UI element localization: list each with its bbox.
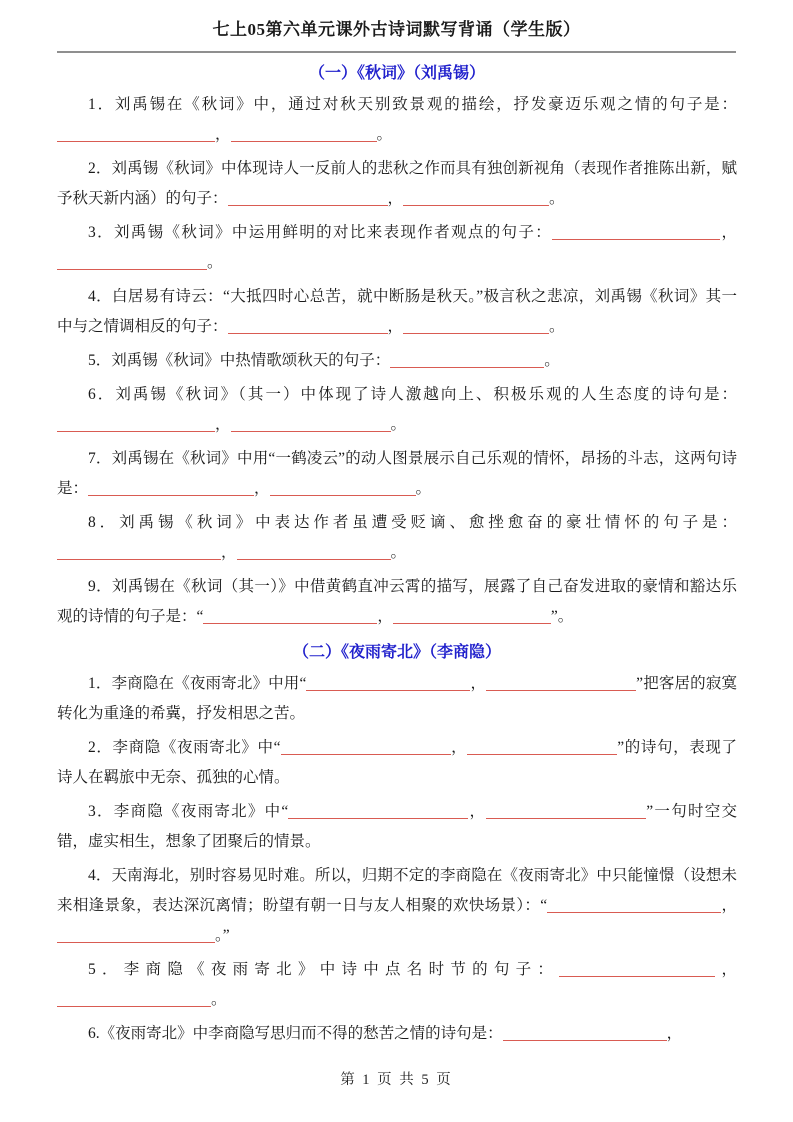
answer-blank <box>306 676 470 691</box>
question-text: 7．刘禹锡在《秋词》中用“一鹤凌云”的动人图景展示自己乐观的情怀，昂扬的斗志，这两句诗是： <box>57 450 737 497</box>
question-text: ， <box>377 608 393 625</box>
title-divider <box>57 51 736 53</box>
question-text: 2．李商隐《夜雨寄北》中“ <box>88 739 281 756</box>
answer-blank <box>88 481 254 496</box>
question-text: 3．刘禹锡《秋词》中运用鲜明的对比来表现作者观点的句子： <box>88 224 553 241</box>
answer-blank <box>552 225 720 240</box>
question-text: ， <box>666 1025 683 1042</box>
question-text: 。 <box>549 318 565 335</box>
answer-blank <box>393 609 551 624</box>
question-text: ”把客居的寂寞转化为重逢的希冀，抒发相思之苦。 <box>57 675 737 722</box>
question-text: 。” <box>215 927 230 944</box>
question-text: 3．李商隐《夜雨寄北》中“ <box>88 803 289 820</box>
question-text: ， <box>720 224 737 241</box>
question-text: 。 <box>207 254 223 271</box>
question-text: 4．白居易有诗云：“大抵四时心总苦，就中断肠是秋天。”极言秋之悲凉，刘禹锡《秋词》其一中与之情调相反的句子： <box>57 288 737 335</box>
question-text: ， <box>715 961 737 978</box>
question-text: 。 <box>390 416 407 433</box>
section-2-question-2 <box>57 733 737 793</box>
answer-blank <box>231 417 391 432</box>
section-2-question-4 <box>57 861 737 951</box>
answer-blank <box>228 319 388 334</box>
answer-blank <box>57 992 211 1007</box>
answer-blank <box>57 928 215 943</box>
section-heading: （二）《夜雨寄北》（李商隐） <box>292 644 501 661</box>
question-text: ， <box>254 480 270 497</box>
question-text: ， <box>470 675 487 692</box>
questions-container <box>0 62 793 1049</box>
question-text: 1．刘禹锡在《秋词》中，通过对秋天别致景观的描绘，抒发豪迈乐观之情的句子是： <box>88 96 737 113</box>
question-text: 4．天南海北，别时容易见时难。所以，归期不定的李商隐在《夜雨寄北》中只能憧憬（设想未来相逢景象，表达深沉离情；盼望有朝一日与友人相聚的欢快场景）：“ <box>57 867 737 914</box>
answer-blank <box>228 191 388 206</box>
section-1-question-7 <box>57 444 737 504</box>
question-text: ， <box>450 739 468 756</box>
page-footer: 第 1 页 共 5 页 <box>340 1072 453 1088</box>
question-text: 。 <box>390 544 407 561</box>
question-text: 8．刘禹锡《秋词》中表达作者虽遭受贬谪、愈挫愈奋的豪壮情怀的句子是： <box>88 514 737 531</box>
question-text: 1．李商隐在《夜雨寄北》中用“ <box>88 675 307 692</box>
answer-blank <box>281 740 451 755</box>
question-text: ， <box>721 897 737 914</box>
question-text: ， <box>221 544 237 561</box>
question-text: 6．刘禹锡《秋词》（其一）中体现了诗人激越向上、积极乐观的人生态度的诗句是： <box>88 386 737 403</box>
question-text: 。 <box>415 480 432 497</box>
question-text: 5．李商隐《夜雨寄北》中诗中点名时节的句子： <box>88 961 560 978</box>
page-title: 七上05第六单元课外古诗词默写背诵（学生版） <box>212 20 581 39</box>
section-2-question-1 <box>57 669 737 729</box>
question-text: ”的诗句，表现了诗人在羁旅中无奈、孤独的心情。 <box>57 739 737 786</box>
answer-blank <box>231 127 377 142</box>
section-1-question-9 <box>57 572 737 632</box>
answer-blank <box>237 545 391 560</box>
section-heading: （一）《秋词》（刘禹锡） <box>308 65 485 82</box>
answer-blank <box>403 319 549 334</box>
answer-blank <box>203 609 377 624</box>
answer-blank <box>57 127 215 142</box>
section-1-question-6 <box>57 380 737 440</box>
answer-blank <box>547 898 721 913</box>
section-2-question-6 <box>57 1019 737 1049</box>
question-text: ”。 <box>550 608 574 625</box>
question-text: ， <box>387 318 404 335</box>
section-1-question-8 <box>57 508 737 568</box>
question-text: ， <box>387 190 404 207</box>
section-1-question-4 <box>57 282 737 342</box>
question-text: 2．刘禹锡《秋词》中体现诗人一反前人的悲秋之作而具有独创新视角（表现作者推陈出新，赋予秋天新内涵）的句子： <box>57 160 737 207</box>
answer-blank <box>486 676 636 691</box>
question-text: ， <box>215 126 231 143</box>
answer-blank <box>57 417 215 432</box>
section-1-question-3 <box>57 218 737 278</box>
question-text: ， <box>468 803 487 820</box>
answer-blank <box>288 804 468 819</box>
answer-blank <box>486 804 646 819</box>
answer-blank <box>390 353 544 368</box>
answer-blank <box>559 962 715 977</box>
section-1-question-2 <box>57 154 737 214</box>
question-text: ”一句时空交错，虚实相生，想象了团聚后的情景。 <box>57 803 737 850</box>
question-text: 。 <box>211 991 227 1008</box>
answer-blank <box>503 1026 667 1041</box>
section-2-question-3 <box>57 797 737 857</box>
question-text: 6.《夜雨寄北》中李商隐写思归而不得的愁苦之情的诗句是： <box>88 1025 503 1042</box>
question-text: 9．刘禹锡在《秋词（其一）》中借黄鹤直冲云霄的描写，展露了自己奋发进取的豪情和豁达乐观的诗情的句子是：“ <box>57 578 737 625</box>
question-text: 。 <box>549 190 565 207</box>
section-1-question-5 <box>57 346 737 376</box>
section-1-question-1 <box>57 90 737 150</box>
answer-blank <box>467 740 617 755</box>
answer-blank <box>57 545 221 560</box>
question-text: ， <box>215 416 231 433</box>
question-text: 。 <box>544 352 560 369</box>
question-text: 。 <box>376 126 393 143</box>
answer-blank <box>270 481 416 496</box>
section-2-question-5 <box>57 955 737 1015</box>
answer-blank <box>403 191 549 206</box>
answer-blank <box>57 255 207 270</box>
question-text: 5．刘禹锡《秋词》中热情歌颂秋天的句子： <box>88 352 391 369</box>
